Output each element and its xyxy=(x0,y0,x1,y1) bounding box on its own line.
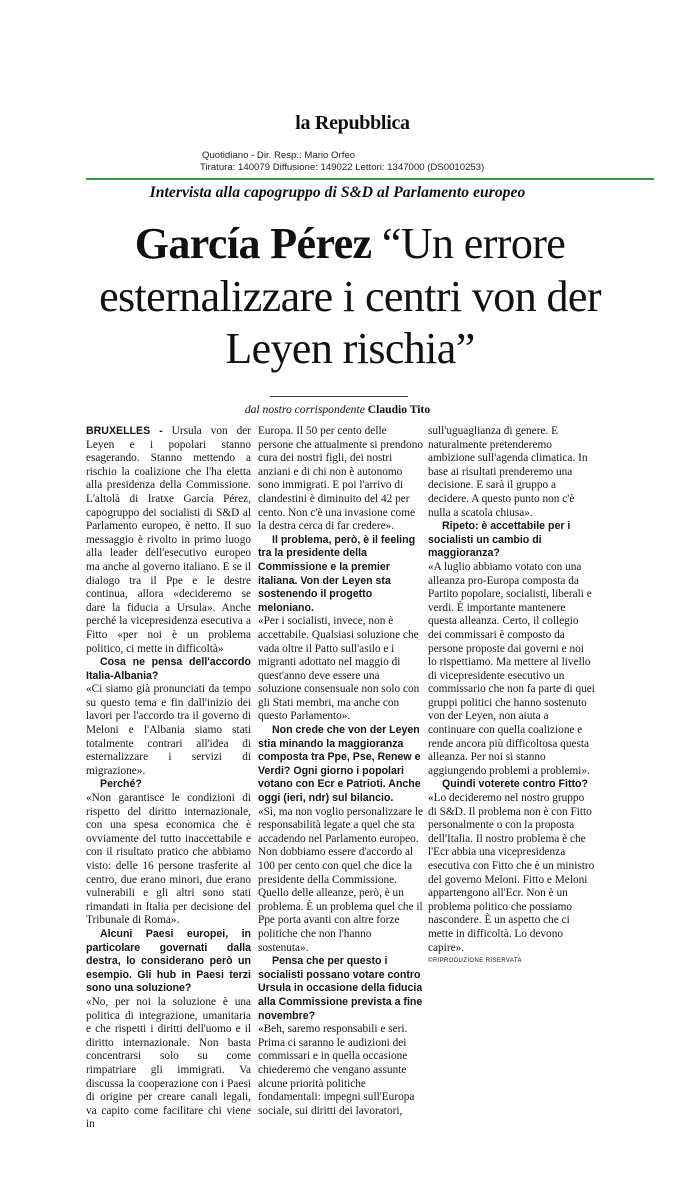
dateline: BRUXELLES - xyxy=(86,425,163,437)
meta-director: Quotidiano - Dir. Resp.: Mario Orfeo xyxy=(202,150,356,161)
byline xyxy=(0,403,675,416)
answer: «Lo decideremo nel nostro gruppo di S&D. Il problema non è con Fitto personalmente o con la proposta dell'Italia. Il nostro problema è che l'Ecr abbia una vicepresidenza esecutiva con Fitto che è un ministro del governo Meloni. Fitto e Meloni appartengono all'Ecr. Non è un problema politico che possiamo nascondere. È un aspetto che ci mette in difficoltà. Lo devono capire». xyxy=(428,792,595,954)
answer: «Ci siamo già pronunciati da tempo su questo tema e fin dall'inizio dei lavori per l'accordo tra il governo di Meloni e l'Albania siamo stati totalmente contrari all'idea di esternalizzare i servizi di migrazione». xyxy=(86,683,251,777)
article-kicker: Intervista alla capogruppo di S&D al Parlamento europeo xyxy=(149,184,526,201)
answer: «Beh, saremo responsabili e seri. Prima ci saranno le audizioni dei commissari e in quella occasione chiederemo che vengano assunte alcune priorità politiche fondamentali: impegni sull'Europa sociale, sui diritti dei lavoratori, xyxy=(258,1023,415,1117)
green-divider xyxy=(86,178,654,180)
byline-divider xyxy=(270,396,408,397)
lead-paragraph xyxy=(86,425,251,656)
answer: «Per i socialisti, invece, non è accettabile. Qualsiasi soluzione che vada oltre il Patto sull'asilo e i migranti adottato nel maggio di quest'anno deve essere una soluzione consensuale non solo con gli Stati membri, ma anche con questo Parlamento». xyxy=(258,615,420,723)
byline-author: Claudio Tito xyxy=(367,403,431,416)
copyright-notice: ©RIPRODUZIONE RISERVATA xyxy=(428,958,522,965)
question: Il problema, però, è il feeling tra la presidente della Commissione e la premier italiana. Von der Leyen sta sostenendo il progetto meloniano. xyxy=(258,533,416,614)
headline-name: García Pérez xyxy=(134,219,372,268)
answer: «Non garantisce le condizioni di rispetto del diritto internazionale, con una spesa economica che è ovviamente del tutto inaccettabile e con il risultato pratico che abbiamo visto: delle 16 persone trasferite al centro, due erano minori, due erano vulnerabili e gli altri sono stati rimandati in Italia per decisione del Tribunale di Roma». xyxy=(86,792,251,927)
article-column-3 xyxy=(428,425,595,969)
answer: «Sì, ma non voglio personalizzare le responsabilità legate a quel che sta accadendo nel Parlamento europeo. Non dobbiamo essere d'accordo al 100 per cento con quel che dice la presidente della Commissione. Quello delle alleanze, però, è un problema. È un problema quel che il Ppe porta avanti con altre forze politiche che non l'hanno sostenuta». xyxy=(258,805,424,954)
question: Cosa ne pensa dell'accordo Italia-Albania? xyxy=(86,656,251,682)
article-headline xyxy=(70,218,630,376)
publication-meta xyxy=(200,150,600,174)
answer: «A luglio abbiamo votato con una alleanza pro-Europa composta da Partito popolare, socialisti, liberali e verdi. È importante mantenere questa alleanza. Certo, il collegio dei commissari è composto da persone proposte dai governi e noi lo rispettiamo. Ma mettere al livello di vicepresidente esecutivo un commissario che non fa parte di quei gruppi politici che hanno sostenuto von der Leyen, non aiuta a continuare con quella coalizione e rende ancora più difficoltosa questa alleanza. Per noi si stanno aggiungendo problemi a problemi». xyxy=(428,560,595,777)
question: Non crede che von der Leyen stia minando la maggioranza composta tra Ppe, Pse, Renew e Verdi? Ogni giorno i popolari votano con Ecr e Patrioti. Anche oggi (ieri, ndr) sul bilancio. xyxy=(258,724,421,805)
byline-prefix: dal nostro corrispondente xyxy=(244,403,365,416)
question: Quindi voterete contro Fitto? xyxy=(442,778,588,791)
question: Perché? xyxy=(100,778,142,791)
newspaper-logo: la Repubblica xyxy=(295,112,410,134)
article-column-2 xyxy=(258,425,423,1118)
masthead xyxy=(0,112,675,135)
answer: «No, per noi la soluzione è una politica di integrazione, umanitaria e che rispetti i diritti dell'uomo e il diritto internazionale. Non basta concentrarsi solo su come rimpatriare gli immigrati. Va discussa la cooperazione con i Paesi di origine per creare canali legali, va capito come facilitare chi viene in xyxy=(86,995,251,1131)
question: Alcuni Paesi europei, in particolare governati dalla destra, lo considerano però un esempio. Gli hub in Paesi terzi sono una soluzione? xyxy=(86,927,251,995)
question: Ripeto: è accettabile per i socialisti un cambio di maggioranza? xyxy=(428,520,571,560)
meta-circulation: Tiratura: 140079 Diffusione: 149022 Lettori: 1347000 (DS0010253) xyxy=(200,162,485,173)
answer: sull'uguaglianza di genere. E naturalmente pretenderemo ambizione sull'agenda climatica. In base ai risultati prenderemo una decisione. E sarà il gruppo a decidere. A questo punto non c'è nulla a scatola chiusa». xyxy=(428,425,588,519)
article-column-1 xyxy=(86,425,251,1132)
lead-text: Ursula von der Leyen e i popolari stanno esagerando. Stanno mettendo a rischio la coalizione che l'ha eletta alla presidenza della Commissione. L'altolà di Iratxe García Pérez, capogruppo dei socialisti di S&D al Parlamento europeo, è netto. Il suo messaggio è rivolto in primo luogo alla leader dell'esecutivo europeo ma anche al governo italiano. E se il dialogo tra il Ppe e le destre continua, allora «decideremo se dare la fiducia a Ursula». Anche perché la vicepresidenza esecutiva a Fitto «per noi è un problema politico, ci mette in difficoltà» xyxy=(86,425,251,655)
headline-quote: “Un errore esternalizzare i centri von der Leyen rischia” xyxy=(99,219,601,373)
answer: Europa. Il 50 per cento delle persone che attualmente si prendono cura dei nostri figli, dei nostri anziani e di chi non è autonomo sono immigrati. E poi l'arrivo di clandestini è diminuito del 42 per cento. Non c'è una invasione come la destra cerca di far credere». xyxy=(258,425,424,533)
question: Pensa che per questo i socialisti possano votare contro Ursula in occasione della fiducia alla Commissione prevista a fine novembre? xyxy=(258,955,423,1022)
